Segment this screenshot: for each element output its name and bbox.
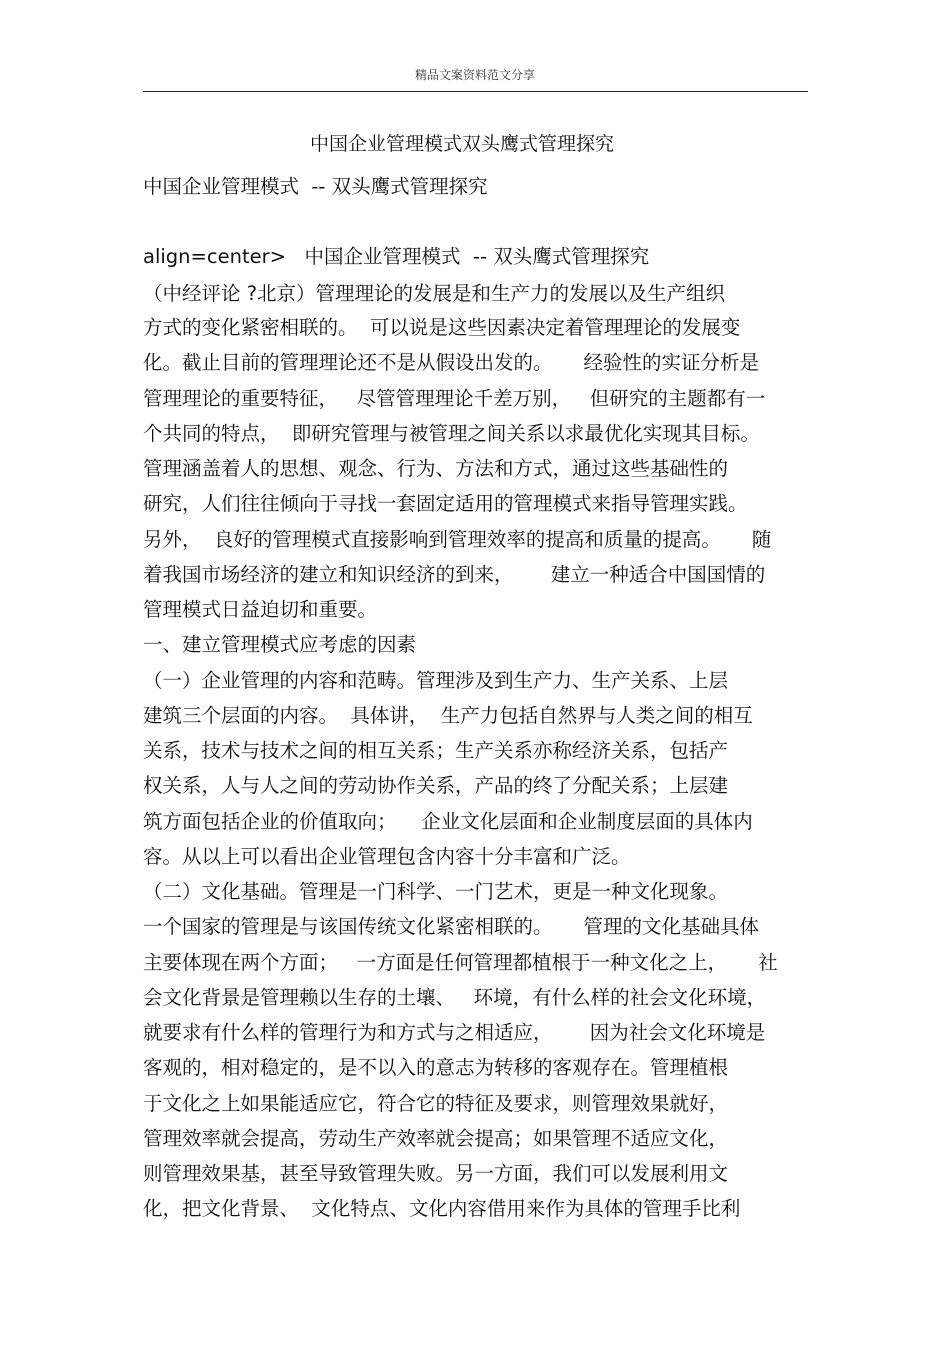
body-line: 管理涵盖着人的思想、观念、行为、方法和方式，通过这些基础性的 bbox=[143, 457, 729, 480]
body-line: 管理理论的重要特征， 尽管管理理论千差万别， 但研究的主题都有一 bbox=[143, 387, 766, 410]
body-line: （中经评论 ?北京）管理理论的发展是和生产力的发展以及生产组织 bbox=[143, 282, 726, 305]
section-heading: 一、建立管理模式应考虑的因素 bbox=[143, 633, 417, 656]
body-line: 一个国家的管理是与该国传统文化紧密相联的。 管理的文化基础具体 bbox=[143, 915, 759, 938]
body-line: （一）企业管理的内容和范畴。管理涉及到生产力、生产关系、上层 bbox=[143, 669, 729, 692]
body-line: 另外， 良好的管理模式直接影响到管理效率的提高和质量的提高。 随 bbox=[143, 528, 772, 551]
body-line: 容。从以上可以看出企业管理包含内容十分丰富和广泛。 bbox=[143, 845, 631, 868]
body-line: （二）文化基础。管理是一门科学、一门艺术，更是一种文化现象。 bbox=[143, 880, 729, 903]
body-line: 权关系，人与人之间的劳动协作关系，产品的终了分配关系；上层建 bbox=[143, 774, 729, 797]
body-line: 化，把文化背景、 文化特点、文化内容借用来作为具体的管理手比利 bbox=[143, 1197, 741, 1220]
body-line: 会文化背景是管理赖以生存的土壤、 环境，有什么样的社会文化环境， bbox=[143, 986, 767, 1009]
body-line: 管理模式日益迫切和重要。 bbox=[143, 598, 378, 621]
body-line: 个共同的特点， 即研究管理与被管理之间关系以求最优化实现其目标。 bbox=[143, 422, 760, 445]
body-line: 客观的，相对稳定的，是不以入的意志为转移的客观存在。管理植根 bbox=[143, 1056, 729, 1079]
document-title: 中国企业管理模式双头鹰式管理探究 bbox=[309, 133, 614, 155]
body-line: 主要体现在两个方面； 一方面是任何管理都植根于一种文化之上， 社 bbox=[143, 951, 778, 974]
body-line: 建筑三个层面的内容。 具体讲， 生产力包括自然界与人类之间的相互 bbox=[143, 704, 753, 727]
header-divider bbox=[143, 91, 808, 92]
body-line: 研究，人们往往倾向于寻找一套固定适用的管理模式来指导管理实践。 bbox=[143, 492, 748, 515]
body-line: 管理效率就会提高，劳动生产效率就会提高；如果管理不适应文化， bbox=[143, 1127, 729, 1150]
body-line: 则管理效果基，甚至导致管理失败。另一方面，我们可以发展利用文 bbox=[143, 1162, 729, 1185]
body-line: align=center> 中国企业管理模式 -- 双头鹰式管理探究 bbox=[143, 245, 650, 268]
body-line: 于文化之上如果能适应它，符合它的特征及要求，则管理效果就好， bbox=[143, 1092, 729, 1115]
body-line: 方式的变化紧密相联的。 可以说是这些因素决定着管理理论的发展变 bbox=[143, 316, 741, 339]
body-line: 就要求有什么样的管理行为和方式与之相适应， 因为社会文化环境是 bbox=[143, 1021, 766, 1044]
body-line: 着我国市场经济的建立和知识经济的到来， 建立一种适合中国国情的 bbox=[143, 563, 766, 586]
body-line: 筑方面包括企业的价值取向； 企业文化层面和企业制度层面的具体内 bbox=[143, 810, 753, 833]
document-subtitle: 中国企业管理模式 -- 双头鹰式管理探究 bbox=[143, 175, 488, 198]
body-line: 化。截止目前的管理理论还不是从假设出发的。 经验性的实证分析是 bbox=[143, 351, 759, 374]
body-line: 关系，技术与技术之间的相互关系；生产关系亦称经济关系，包括产 bbox=[143, 739, 729, 762]
header-text: 精品文案资料范文分享 bbox=[414, 68, 535, 82]
